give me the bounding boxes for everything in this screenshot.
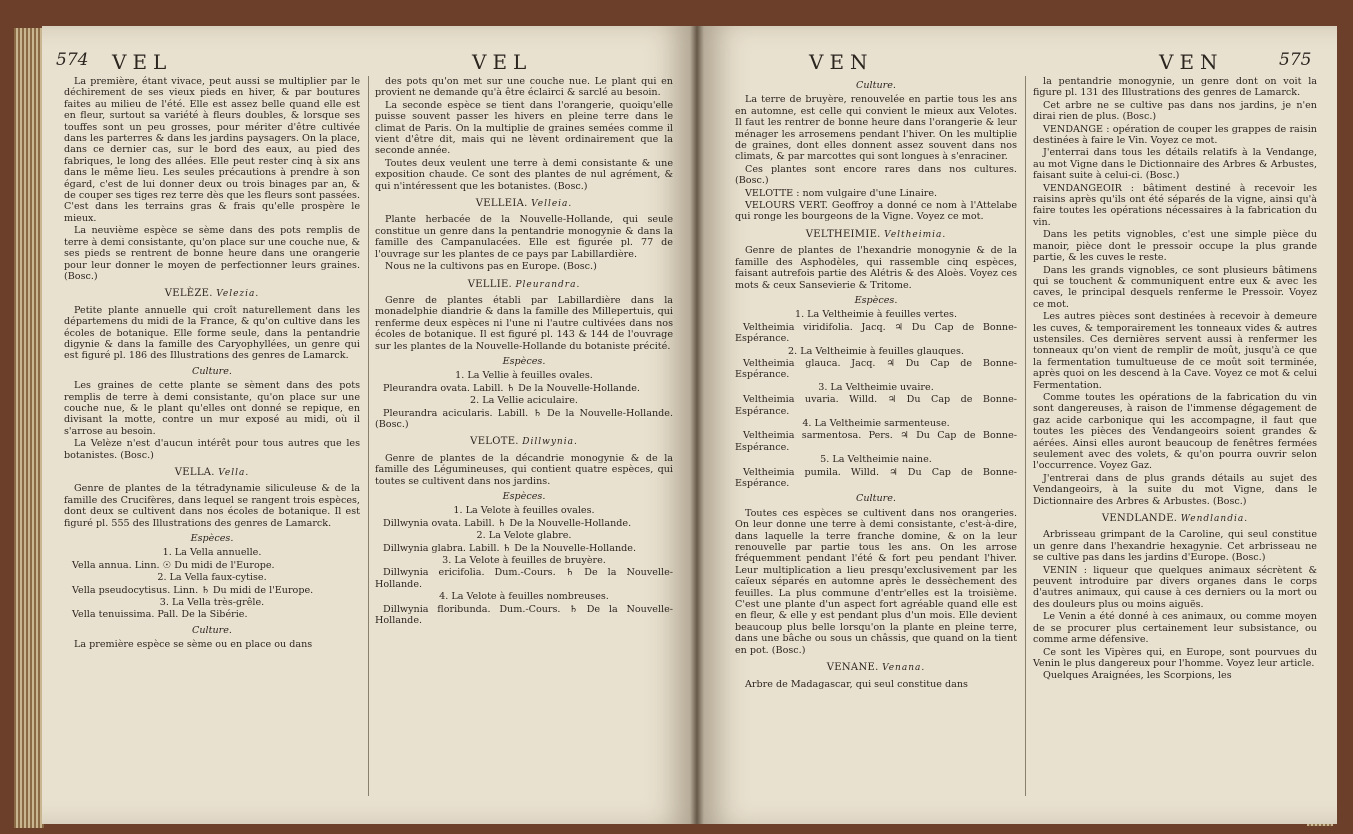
entry-latin-name: Dillwynia. — [522, 437, 578, 448]
right-page — [697, 26, 1337, 824]
species-detail: Veltheimia viridifolia. Jacq. ♃ Du Cap de Bonne-Espérance. — [735, 321, 1017, 345]
paragraph: Genre de plantes établi par Labillardière dans la monadelphie diandrie & dans la famille des Millepertuis, qui renferme deux espèces ni l'une ni l'autre cultivées dans nos écoles de botanique. Il est figuré pl. 143 & 144 de l'ouvrage sur les plantes de la Nouvelle-Hollande du botaniste précité. — [375, 294, 673, 352]
paragraph: La première espèce se sème ou en place ou dans — [74, 639, 313, 651]
species-item: 2. La Veltheimie à feuilles glauques. — [788, 345, 964, 357]
species-item: 1. La Vella annuelle. — [162, 547, 262, 559]
paragraph: la pentandrie monogynie, un genre dont on voit la figure pl. 131 des Illustrations des genres de Lamarck. — [1033, 76, 1317, 99]
entry-latin-name: Velleia. — [531, 199, 573, 210]
section-subtitle: Culture. — [192, 365, 232, 377]
entry-latin-name: Veltheimia. — [884, 229, 947, 240]
species-item: 1. La Vellie à feuilles ovales. — [455, 370, 593, 382]
paragraph: Arbre de Madagascar, qui seul constitue dans — [745, 678, 968, 690]
species-item: 2. La Velote glabre. — [476, 530, 572, 542]
entry-title: VELTHEIMIE. Veltheimia. — [805, 228, 947, 240]
species-detail: Vella tenuissima. Pall. De la Sibérie. — [72, 609, 248, 621]
paragraph: Les graines de cette plante se sèment dans des pots remplis de terre à demi consistante, qu'on place sur une couche nue, & le plant qu'elles ont donné se repique, en divisant la motte, contre un mur exposé au midi, où il s'arrose au besoin. — [64, 380, 360, 437]
entry-title: VELÈZE. Velezia. — [164, 288, 260, 300]
entry-latin-name: Vella. — [218, 468, 250, 478]
species-detail: Pleurandra ovata. Labill. ♄ De la Nouvelle-Hollande. — [383, 382, 640, 394]
right-header-1: VEN — [809, 50, 874, 74]
book-gutter — [690, 26, 704, 824]
right-column-2 — [1033, 76, 1317, 683]
paragraph: Ce sont les Vipères qui, en Europe, sont pourvues du Venin le plus dangereux pour l'homme. Voyez leur article. — [1033, 646, 1317, 669]
paragraph: Dans les grands vignobles, ce sont plusieurs bâtimens qui se touchent & communiquent entre eux & avec les caves, le principal desquels renferme le Pressoir. Voyez ce mot. — [1033, 264, 1317, 310]
species-detail: Veltheimia pumila. Willd. ♃ Du Cap de Bonne-Espérance. — [735, 466, 1017, 489]
species-item: 3. La Vella très-grêle. — [159, 597, 265, 609]
paragraph: VENIN : liqueur que quelques animaux sécrètent & peuvent introduire par divers organes dans le corps d'autres animaux, qui cause à ces derniers ou la mort ou des douleurs plus ou moins aiguës. — [1033, 564, 1317, 610]
entry-title: VELLA. Vella. — [174, 467, 250, 478]
species-detail: Dillwynia ovata. Labill. ♄ De la Nouvelle-Hollande. — [383, 517, 632, 529]
paragraph: Les autres pièces sont destinées à recevoir à demeure les cuves, & temporairement les tonneaux vides & autres ustensiles. Ces dernières servent aussi à renfermer les tonneaux qu'on vient de remplir de moût, jusqu'à ce que la fermentation tumultueuse de ce moût soit terminée, après quoi on les descend à la Cave. Voyez ce mot & celui Fermentation. — [1033, 311, 1317, 391]
section-subtitle: Culture. — [192, 624, 232, 636]
species-item: 3. La Veltheimie uvaire. — [818, 381, 934, 393]
species-item: 2. La Vellie aciculaire. — [470, 395, 578, 407]
species-item: 3. La Velote à feuilles de bruyère. — [442, 555, 606, 567]
section-subtitle: Culture. — [856, 80, 896, 91]
paragraph: La terre de bruyère, renouvelée en partie tous les ans en automne, est celle qui convient le mieux aux Velotes. Il faut les rentrer de bonne heure dans l'orangerie & leur ménager les arrosemens pendant l'hiver. On les multiplie de graines, dont elles donnent assez souvent dans nos climats, & par marcottes qui sont longues à s'enraciner. — [735, 94, 1017, 163]
paragraph: VELOURS VERT. Geoffroy a donné ce nom à l'Attelabe qui ronge les bourgeons de la Vigne. Voyez ce mot. — [735, 200, 1017, 223]
entry-latin-name: Pleurandra. — [515, 279, 581, 290]
paragraph: J'enterrai dans tous les détails relatifs à la Vendange, au mot Vigne dans le Dictionnaire des Arbres & Arbustes, faisant suite à celui-ci. (Bosc.) — [1033, 147, 1317, 182]
species-item: 1. La Velote à feuilles ovales. — [453, 505, 595, 517]
section-subtitle: Espèces. — [854, 294, 898, 306]
species-detail: Dillwynia ericifolia. Dum.-Cours. ♄ De la Nouvelle-Hollande. — [375, 567, 673, 590]
column-rule — [1025, 76, 1026, 796]
paragraph: Nous ne la cultivons pas en Europe. (Bosc.) — [385, 261, 597, 273]
paragraph: Genre de plantes de l'hexandrie monogynie & de la famille des Asphodèles, qui rassemble cinq espèces, faisant autrefois partie des Alétris & des Aloès. Voyez ces mots & ceux Sansevierie & Tritome. — [735, 245, 1017, 291]
species-detail: Pleurandra acicularis. Labill. ♄ De la Nouvelle-Hollande. (Bosc.) — [375, 407, 673, 430]
right-header-2: VEN — [1159, 50, 1224, 74]
paragraph: Arbrisseau grimpant de la Caroline, qui seul constitue un genre dans l'hexandrie hexagynie. Cet arbrisseau ne se cultive pas dans les jardins d'Europe. (Bosc.) — [1033, 529, 1317, 564]
left-page-number: 574 — [56, 50, 89, 70]
paragraph: La neuvième espèce se sème dans des pots remplis de terre à demi consistante, qu'on place sur une couche nue, & ses pieds se rentrent de bonne heure dans une orangerie pour leur donner le moyen de perfectionner leurs graines. (Bosc.) — [64, 225, 360, 282]
paragraph: Dans les petits vignobles, c'est une simple pièce du manoir, pièce dont le pressoir occupe la plus grande partie, & les cuves le reste. — [1033, 229, 1317, 264]
paragraph: Genre de plantes de la tétradynamie siliculeuse & de la famille des Crucifères, dans lequel se rangent trois espèces, dont deux se cultivent dans nos écoles de botanique. Il est figuré pl. 555 des Illustrations des genres de Lamarck. — [64, 483, 360, 529]
entry-title: VENDLANDE. Wendlandia. — [1101, 513, 1249, 525]
species-item: 5. La Veltheimie naine. — [820, 454, 932, 466]
paragraph: Toutes ces espèces se cultivent dans nos orangeries. On leur donne une terre à demi consistante, c'est-à-dire, dans laquelle la terre franche domine, & on la leur renouvelle par partie tous les ans. On les arrose fréquemment pendant l'été & fort peu pendant l'hiver. Leur multiplication a lieu presqu'exclusivement par les caïeux séparés en automne après le dessèchement des feuilles. La plus commune d'entr'elles est la troisième. C'est une plante d'un aspect fort agréable quand elle est en fleur, & elle y est pendant plus d'un mois. Elle devient beaucoup plus belle lorsqu'on la plante en pleine terre, dans une bâche ou sous un châssis, que quand on la tient en pot. (Bosc.) — [735, 507, 1017, 656]
section-subtitle: Espèces. — [502, 355, 546, 367]
species-item: 4. La Velote à feuilles nombreuses. — [439, 591, 609, 603]
section-subtitle: Espèces. — [502, 491, 546, 502]
species-item: 1. La Veltheimie à feuilles vertes. — [794, 309, 958, 321]
section-subtitle: Espèces. — [190, 533, 234, 545]
entry-latin-name: Venana. — [882, 663, 926, 674]
species-detail: Vella pseudocytisus. Linn. ♄ Du midi de l'Europe. — [72, 584, 314, 596]
paragraph: Le Venin a été donné à ces animaux, ou comme moyen de se procurer plus certainement leur subsistance, ou comme arme défensive. — [1033, 611, 1317, 646]
left-header-1: VEL — [112, 50, 173, 74]
entry-title: VENANE. Venana. — [826, 662, 926, 674]
entry-latin-name: Velezia. — [216, 289, 260, 300]
paragraph: Petite plante annuelle qui croît naturellement dans les départemens du midi de la France, & qu'on cultive dans les écoles de botanique. Elle forme seule, dans la pentandrie digynie & dans la famille des Caryophyllées, un genre qui est figuré pl. 186 des Illustrations des genres de Lamarck. — [64, 304, 360, 362]
paragraph: VENDANGE : opération de couper les grappes de raisin destinées à faire le Vin. Voyez ce mot. — [1033, 123, 1317, 147]
species-item: 2. La Vella faux-cytise. — [157, 572, 267, 584]
paragraph: Toutes deux veulent une terre à demi consistante & une exposition chaude. Ce sont des plantes de nul agrément, & qui n'intéressent que les botanistes. (Bosc.) — [375, 157, 673, 192]
paragraph: Quelques Araignées, les Scorpions, les — [1043, 670, 1232, 682]
species-detail: Vella annua. Linn. ☉ Du midi de l'Europe. — [72, 559, 275, 571]
left-page-edges — [14, 28, 44, 828]
left-page — [42, 26, 697, 824]
paragraph: La première, étant vivace, peut aussi se multiplier par le déchirement de ses vieux pieds en hiver, & par boutures faites au milieu de l'été. Elle est assez belle quand elle est en fleur, surtout sa variété à fleurs doubles, & lorsque ses touffes sont un peu grosses, pour mériter d'être cultivée dans les parterres & dans les jardins paysagers. On la place, dans ce dernier cas, sur le bord des eaux, au pied des fabriques, le long des allées. Elle peut rester cinq à six ans dans le même lieu. Les seules précautions à prendre à son égard, c'est de lui donner deux ou trois binages par an, & de couper ses tiges rez terre dès que les fleurs sont passées. C'est dans les terrains gras & frais qu'elle prospère le mieux. — [64, 76, 360, 224]
paragraph: des pots qu'on met sur une couche nue. Le plant qui en provient ne demande qu'à être éclairci & sarclé au besoin. — [375, 76, 673, 99]
paragraph: Genre de plantes de la décandrie monogynie & de la famille des Légumineuses, qui contient quatre espèces, qui toutes se cultivent dans nos jardins. — [375, 452, 673, 487]
column-rule — [368, 76, 369, 796]
entry-latin-name: Wendlandia. — [1180, 514, 1249, 525]
paragraph: Cet arbre ne se cultive pas dans nos jardins, je n'en dirai rien de plus. (Bosc.) — [1033, 99, 1317, 123]
paragraph: Comme toutes les opérations de la fabrication du vin sont dangereuses, à raison de l'immense dégagement de gaz acide carbonique qui les accompagne, il faut que toutes les pièces des Vendangeoirs soient grandes & aérées. Ainsi elles auront beaucoup de fenêtres fermées seulement avec des volets, & qu'on pourra ouvrir selon l'occurrence. Voyez Gaz. — [1033, 391, 1317, 472]
paragraph: J'entrerai dans de plus grands détails au sujet des Vendangeoirs, à la suite du mot Vigne, dans le Dictionnaire des Arbres & Arbustes. (Bosc.) — [1033, 472, 1317, 507]
paragraph: La Velèze n'est d'aucun intérêt pour tous autres que les botanistes. (Bosc.) — [64, 438, 360, 461]
left-column-1 — [64, 76, 360, 652]
right-page-number: 575 — [1279, 50, 1312, 70]
species-detail: Veltheimia sarmentosa. Pers. ♃ Du Cap de Bonne-Espérance. — [735, 430, 1017, 453]
species-detail: Veltheimia uvaria. Willd. ♃ Du Cap de Bonne-Espérance. — [735, 394, 1017, 417]
species-detail: Dillwynia floribunda. Dum.-Cours. ♄ De la Nouvelle-Hollande. — [375, 603, 673, 627]
right-column-1 — [735, 76, 1017, 691]
species-detail: Dillwynia glabra. Labill. ♄ De la Nouvelle-Hollande. — [383, 542, 637, 554]
left-column-2 — [375, 76, 673, 627]
paragraph: VELOTTE : nom vulgaire d'une Linaire. — [745, 187, 938, 199]
paragraph: La seconde espèce se tient dans l'orangerie, quoiqu'elle puisse souvent passer les hivers en pleine terre dans le climat de Paris. On la multiplie de graines semées comme il vient d'être dit, mais qui ne lèvent ordinairement que la seconde année. — [375, 99, 673, 157]
section-subtitle: Culture. — [856, 493, 896, 505]
entry-title: VELLIE. Pleurandra. — [467, 278, 581, 290]
entry-title: VELOTE. Dillwynia. — [470, 436, 578, 448]
paragraph: Plante herbacée de la Nouvelle-Hollande, qui seule constitue un genre dans la pentandrie monogynie & dans la famille des Campanulacées. Elle est figurée pl. 77 de l'ouvrage sur les plantes de ce pays par Labillardière. — [375, 214, 673, 260]
paragraph: Ces plantes sont encore rares dans nos cultures. (Bosc.) — [735, 163, 1017, 187]
species-detail: Veltheimia glauca. Jacq. ♃ Du Cap de Bonne-Espérance. — [735, 357, 1017, 381]
entry-title: VELLEIA. Velleia. — [475, 198, 573, 210]
species-item: 4. La Veltheimie sarmenteuse. — [802, 417, 950, 429]
left-header-2: VEL — [472, 50, 533, 74]
paragraph: VENDANGEOIR : bâtiment destiné à recevoir les raisins après qu'ils ont été séparés de la vigne, ainsi qu'à faire toutes les opérations nécessaires à la fabrication du vin. — [1033, 182, 1317, 228]
